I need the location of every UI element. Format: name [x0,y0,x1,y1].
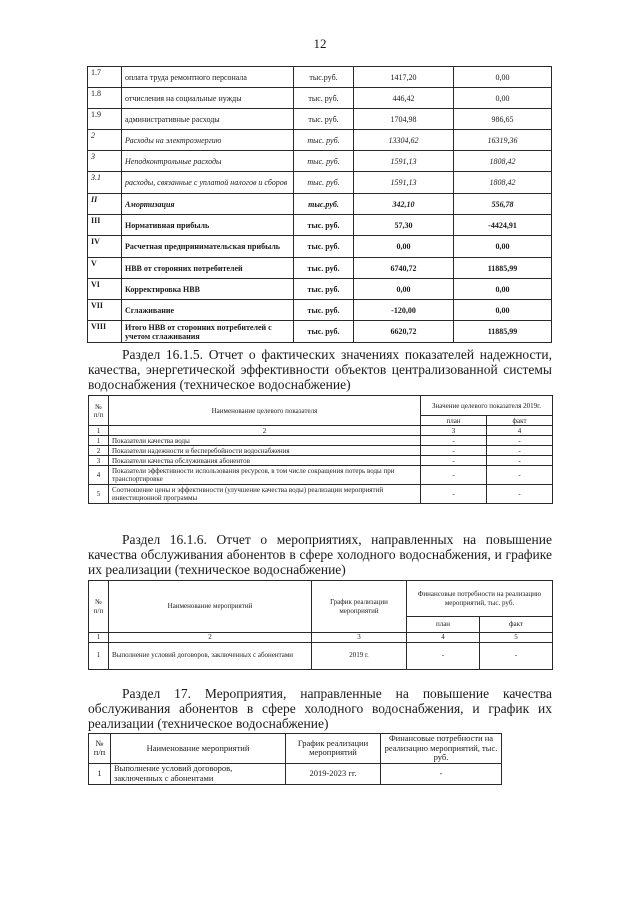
col-plan-header: план [421,416,487,426]
table-row [88,279,552,300]
table-row [88,236,552,258]
table-row [88,300,552,321]
index-cell: 5 [480,633,553,643]
table-row [88,258,552,279]
table-row [89,436,553,446]
financial-table [87,66,552,343]
row-plan: - [421,446,487,456]
row-value-2018: -120,00 [354,300,454,321]
col-num-header: № п/п [89,734,111,764]
row-code: 1.8 [88,88,122,109]
col-fin-header: Финансовые потребности на реализацию мероприятий, тыс. руб. [407,581,553,617]
row-value-2019: 0,00 [454,236,552,258]
row-plan: - [421,466,487,485]
row-num: 4 [89,466,109,485]
table-row [88,151,552,172]
row-name: Показатели надежности и бесперебойности водоснабжения [109,446,421,456]
row-unit: тыс. руб. [294,279,354,300]
row-value-2018: 1591,13 [354,151,454,172]
row-code: VI [88,279,122,300]
row-value-2019: 0,00 [454,88,552,109]
row-code: 1.7 [88,67,122,88]
col-fact-header: факт [487,416,553,426]
row-value-2019: 1808,42 [454,172,552,194]
row-plan: - [421,436,487,446]
row-value-2019: 16319,36 [454,130,552,151]
row-name: Корректировка НВВ [122,279,294,300]
row-plan: - [407,642,480,669]
row-value-2018: 1417,20 [354,67,454,88]
col-num-header: № п/п [89,581,109,633]
row-code: III [88,215,122,236]
row-value-2018: 1591,13 [354,172,454,194]
index-cell: 2 [109,633,312,643]
index-cell: 3 [421,426,487,436]
target-indicators-table [88,395,553,504]
row-name: оплата труда ремонтного персонала [122,67,294,88]
row-name: отчисления на социальные нужды [122,88,294,109]
row-code: VII [88,300,122,321]
row-num: 1 [89,642,109,669]
row-value-2019: 0,00 [454,300,552,321]
row-fact: - [487,485,553,504]
row-name: Выполнение условий договоров, заключенных с абонентами [111,763,286,784]
row-schedule: 2019 г. [312,642,407,669]
row-code: IV [88,236,122,258]
row-name: Показатели качества обслуживания абонентов [109,456,421,466]
row-num: 1 [89,436,109,446]
row-name: Показатели качества воды [109,436,421,446]
index-cell: 1 [89,426,109,436]
col-fin-header: Финансовые потребности на реализацию мероприятий, тыс. руб. [381,734,502,764]
row-value-2018: 6620,72 [354,321,454,343]
row-unit: тыс. руб. [294,151,354,172]
index-cell: 4 [407,633,480,643]
row-fact: - [487,456,553,466]
row-value-2018: 446,42 [354,88,454,109]
table-row [88,215,552,236]
row-unit: тыс. руб. [294,215,354,236]
row-unit: тыс. руб. [294,88,354,109]
row-unit: тыс. руб. [294,321,354,343]
row-code: VIII [88,321,122,343]
table-row [89,485,553,504]
row-code: V [88,258,122,279]
row-code: 3.1 [88,172,122,194]
row-name: Выполнение условий договоров, заключенных с абонентами [109,642,312,669]
row-unit: тыс. руб. [294,172,354,194]
row-value-2019: 0,00 [454,67,552,88]
row-unit: тыс. руб. [294,130,354,151]
row-fact: - [487,436,553,446]
row-name: Расчетная предпринимательская прибыль [122,236,294,258]
table-row [89,642,553,669]
col-schedule-header: График реализации мероприятий [312,581,407,633]
row-value-2018: 0,00 [354,279,454,300]
row-value-2019: 986,65 [454,109,552,130]
table-row [88,172,552,194]
index-cell: 2 [109,426,421,436]
page-number: 12 [313,36,327,51]
index-cell: 4 [487,426,553,436]
row-code: 1.9 [88,109,122,130]
planned-measures-table [88,733,502,785]
table-row [89,466,553,485]
row-name: Расходы на электроэнергию [122,130,294,151]
row-name: Сглаживание [122,300,294,321]
row-value-2018: 342,10 [354,194,454,215]
row-value-2019: 11885,99 [454,321,552,343]
row-fin: - [381,763,502,784]
row-num: 3 [89,456,109,466]
row-value-2018: 0,00 [354,236,454,258]
row-unit: тыс. руб. [294,236,354,258]
row-code: 3 [88,151,122,172]
table-row [89,456,553,466]
row-name: расходы, связанные с уплатой налогов и сборов [122,172,294,194]
row-name: Амортизация [122,194,294,215]
table-row [88,88,552,109]
row-fact: - [487,466,553,485]
row-plan: - [421,456,487,466]
section-16-1-5-heading: Раздел 16.1.5. Отчет о фактических значениях показателей надежности, качества, энергетической эффективности объектов централизованной системы водоснабжения (техническое водоснабжение) [88,347,552,392]
table-row [89,763,502,784]
row-unit: тыс. руб. [294,109,354,130]
table-row [88,109,552,130]
col-schedule-header: График реализации мероприятий [286,734,381,764]
row-code: 2 [88,130,122,151]
row-unit: тыс. руб. [294,258,354,279]
col-num-header: № п/п [89,396,109,426]
table-row [88,130,552,151]
row-unit: тыс. руб. [294,300,354,321]
section-17-heading: Раздел 17. Мероприятия, направленные на повышение качества обслуживания абонентов в сфере холодного водоснабжения, и график их реализации (техническое водоснабжение) [88,686,552,731]
row-unit: тыс.руб. [294,67,354,88]
row-name: административные расходы [122,109,294,130]
row-name: Показатели эффективности использования ресурсов, в том числе сокращения потерь воды при транспортировке [109,466,421,485]
row-code: II [88,194,122,215]
col-fact-header: факт [480,617,553,633]
row-value-2019: 556,78 [454,194,552,215]
table-row [88,194,552,215]
row-value-2019: 0,00 [454,279,552,300]
table-row [88,321,552,343]
row-fact: - [480,642,553,669]
row-value-2018: 1704,98 [354,109,454,130]
section-16-1-6-heading: Раздел 16.1.6. Отчет о мероприятиях, направленных на повышение качества обслуживания абонентов в сфере холодного водоснабжения, и графике их реализации (техническое водоснабжение) [88,532,552,577]
col-value-header: Значение целевого показателя 2019г. [421,396,553,416]
row-schedule: 2019-2023 гг. [286,763,381,784]
index-cell: 3 [312,633,407,643]
row-name: Итого НВВ от сторонних потребителей с учетом сглаживания [122,321,294,343]
row-plan: - [421,485,487,504]
row-value-2019: 11885,99 [454,258,552,279]
row-value-2019: -4424,91 [454,215,552,236]
row-name: Соотношение цены и эффективности (улучшение качества воды) реализации мероприятий инвестиционной программы [109,485,421,504]
row-name: НВВ от сторонних потребителей [122,258,294,279]
row-name: Нормативная прибыль [122,215,294,236]
col-name-header: Наименование целевого показателя [109,396,421,426]
row-value-2018: 57,30 [354,215,454,236]
row-num: 5 [89,485,109,504]
row-unit: тыс.руб. [294,194,354,215]
col-name-header: Наименование мероприятий [109,581,312,633]
row-value-2018: 6740,72 [354,258,454,279]
row-value-2019: 1808,42 [454,151,552,172]
measures-report-table [88,580,553,670]
col-plan-header: план [407,617,480,633]
table-row [88,67,552,88]
row-fact: - [487,446,553,456]
row-num: 1 [89,763,111,784]
row-num: 2 [89,446,109,456]
col-name-header: Наименование мероприятий [111,734,286,764]
index-cell: 1 [89,633,109,643]
row-value-2018: 13304,62 [354,130,454,151]
table-row [89,446,553,456]
row-name: Неподконтрольные расходы [122,151,294,172]
